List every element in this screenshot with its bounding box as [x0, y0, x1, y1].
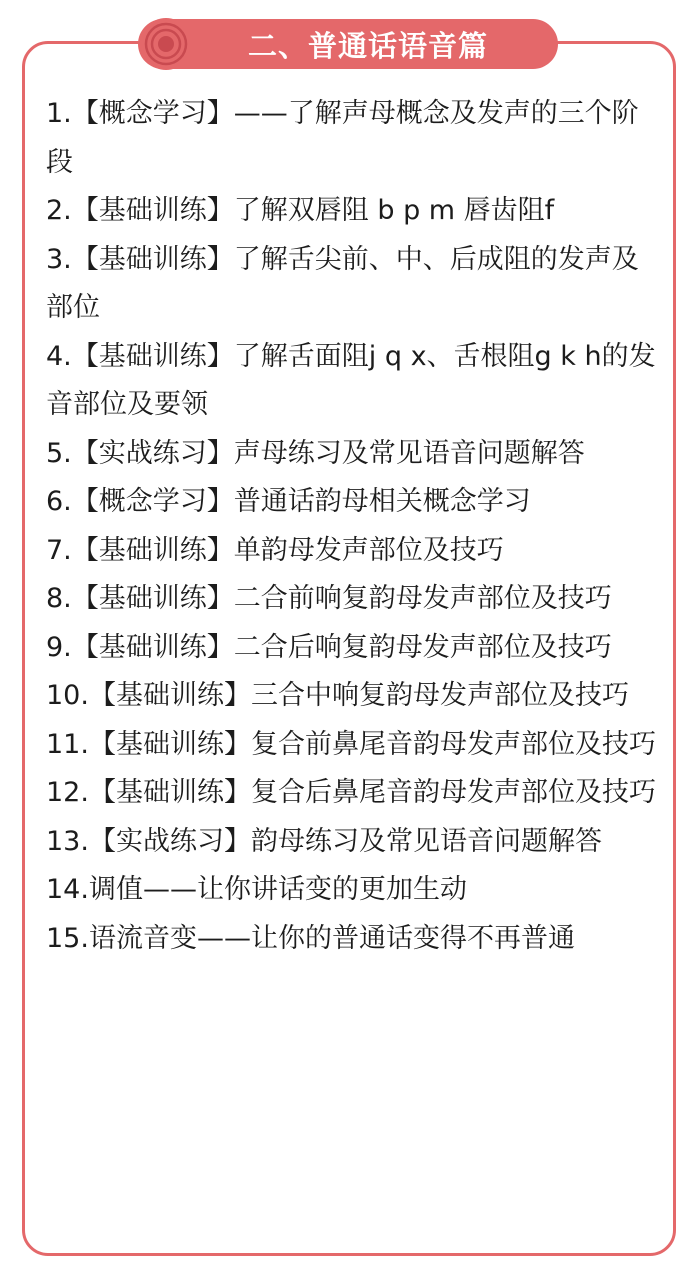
list-item: 15.语流音变——让你的普通话变得不再普通 [46, 922, 575, 954]
list-item: 9.【基础训练】二合后响复韵母发声部位及技巧 [46, 631, 612, 663]
course-item-list [46, 90, 661, 963]
section-title: 二、普通话语音篇 [247, 28, 488, 63]
list-item: 2.【基础训练】了解双唇阻 b p m 唇齿阻f [46, 195, 555, 226]
list-item: 14.调值——让你讲话变的更加生动 [46, 874, 467, 905]
list-item: 12.【基础训练】复合后鼻尾音韵母发声部位及技巧 [46, 777, 656, 808]
section-title-banner [138, 19, 558, 69]
list-item: 10.【基础训练】三合中响复韵母发声部位及技巧 [46, 680, 629, 711]
list-item: 3.【基础训练】了解舌尖前、中、后成阻的发声及部位 [46, 243, 639, 323]
list-item: 7.【基础训练】单韵母发声部位及技巧 [46, 534, 504, 566]
list-item: 5.【实战练习】声母练习及常见语音问题解答 [46, 437, 585, 469]
list-item: 4.【基础训练】了解舌面阻j q x、舌根阻g k h的发音部位及要领 [46, 340, 656, 420]
list-item: 8.【基础训练】二合前响复韵母发声部位及技巧 [46, 583, 612, 614]
list-item: 11.【基础训练】复合前鼻尾音韵母发声部位及技巧 [46, 728, 656, 760]
concentric-circle-icon [139, 17, 193, 71]
list-item: 13.【实战练习】韵母练习及常见语音问题解答 [46, 825, 602, 857]
list-item: 6.【概念学习】普通话韵母相关概念学习 [46, 486, 531, 517]
list-item: 1.【概念学习】——了解声母概念及发声的三个阶段 [46, 98, 639, 178]
